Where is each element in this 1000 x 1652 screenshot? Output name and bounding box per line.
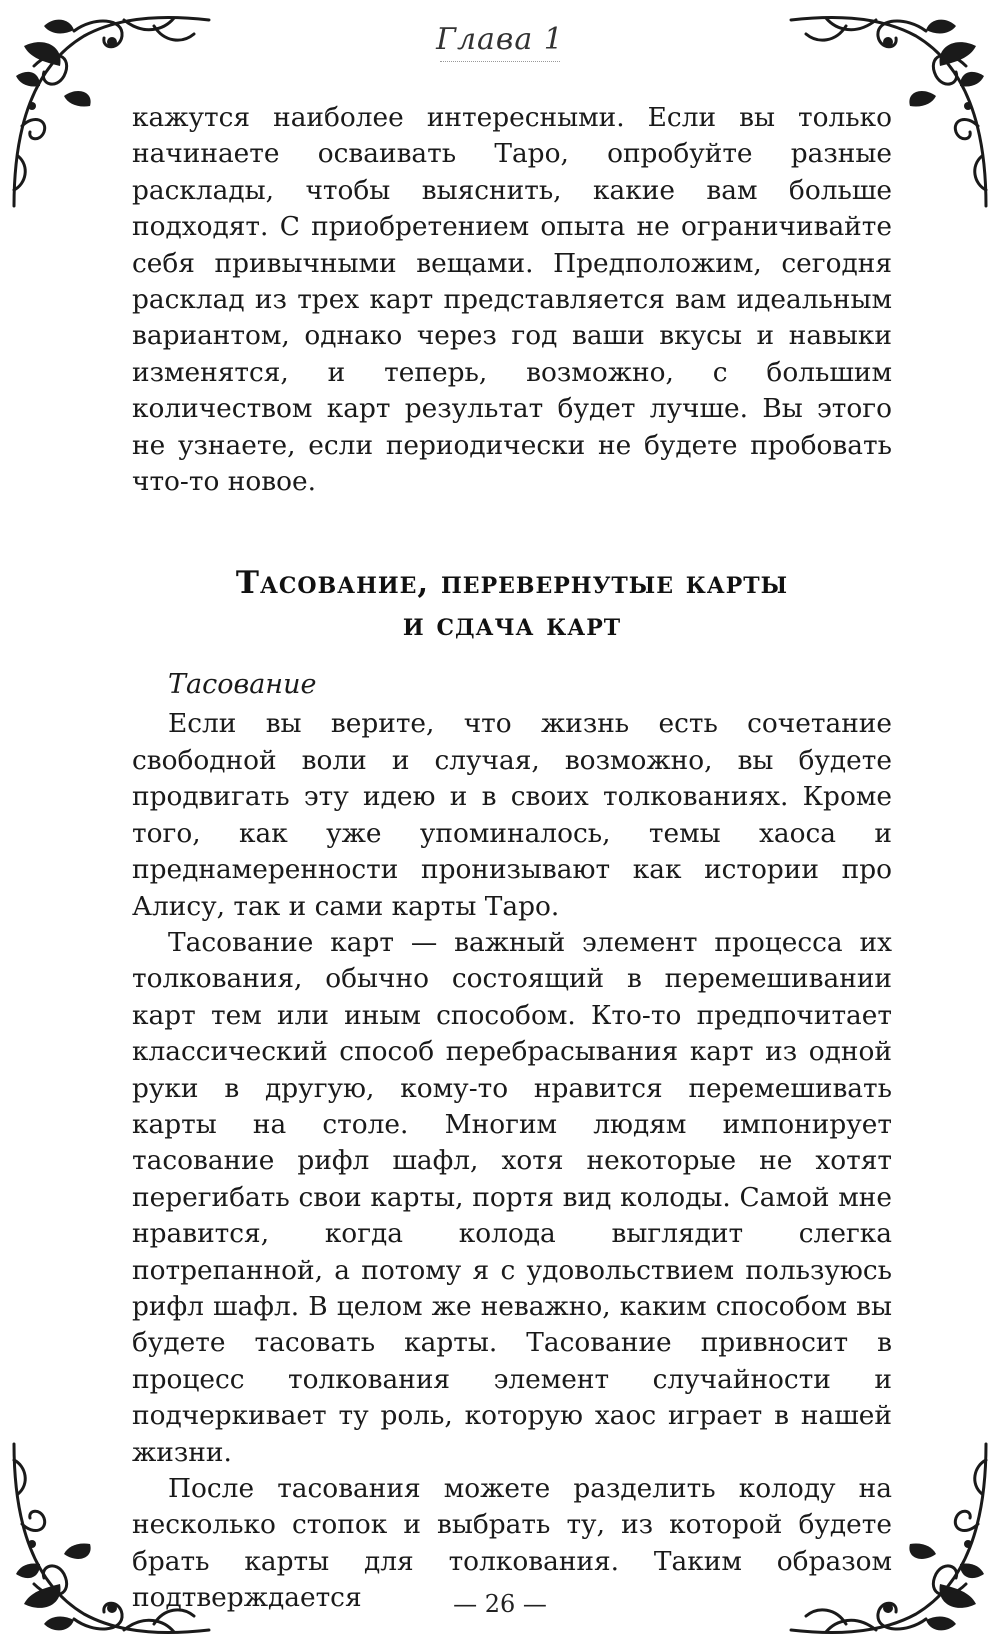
section-title-line-1: Тасование, перевернутые карты <box>235 565 789 602</box>
header-rule <box>440 61 560 64</box>
body-paragraph: После тасования можете разделить колоду на несколько стопок и выбрать ту, из которой будете брать карты для толкования. Таким образом подтверждается <box>132 1473 892 1614</box>
section-title <box>132 562 892 646</box>
running-header <box>0 22 1000 64</box>
intro-paragraph: кажутся наиболее интересными. Если вы только начинаете осваивать Таро, опробуйте разные расклады, чтобы выяснить, какие вам больше подходят. С приобретением опыта не ограничивайте себя привычными вещами. Предположим, сегодня расклад из трех карт представляется вам идеальным вариантом, однако через год ваши вкусы и навыки изменятся, и теперь, возможно, с большим количеством карт результат будет лучше. Вы этого не узнаете, если периодически не будете пробовать что-то новое. <box>132 102 892 498</box>
section-title-line-2: и сдача карт <box>402 607 622 644</box>
page-content <box>132 100 892 1617</box>
subheading: Тасование <box>168 669 317 701</box>
body-paragraph: Если вы верите, что жизнь есть сочетание свободной воли и случая, возможно, вы будете продвигать эту идею и в своих толкованиях. Кроме того, как уже упоминалось, темы хаоса и преднамеренности пронизывают как истории про Алису, так и сами карты Таро. <box>132 708 892 922</box>
chapter-label: Глава 1 <box>436 22 564 57</box>
page-number: — 26 — <box>453 1590 547 1618</box>
body-paragraph: Тасование карт — важный элемент процесса их толкования, обычно состоящий в перемешивании карт тем или иным способом. Кто-то предпочитает классический способ перебрасывания карт из одной руки в другую, кому-то нравится перемешивать карты на столе. Многим людям импонирует тасование рифл шафл, хотя некоторые не хотят перегибать свои карты, портя вид колоды. Самой мне нравится, когда колода выглядит слегка потрепанной, а потому я с удовольствием пользуюсь рифл шафл. В целом же неважно, каким способом вы будете тасовать карты. Тасование привносит в процесс толкования элемент случайности и подчеркивает ту роль, которую хаос играет в нашей жизни. <box>132 926 892 1468</box>
